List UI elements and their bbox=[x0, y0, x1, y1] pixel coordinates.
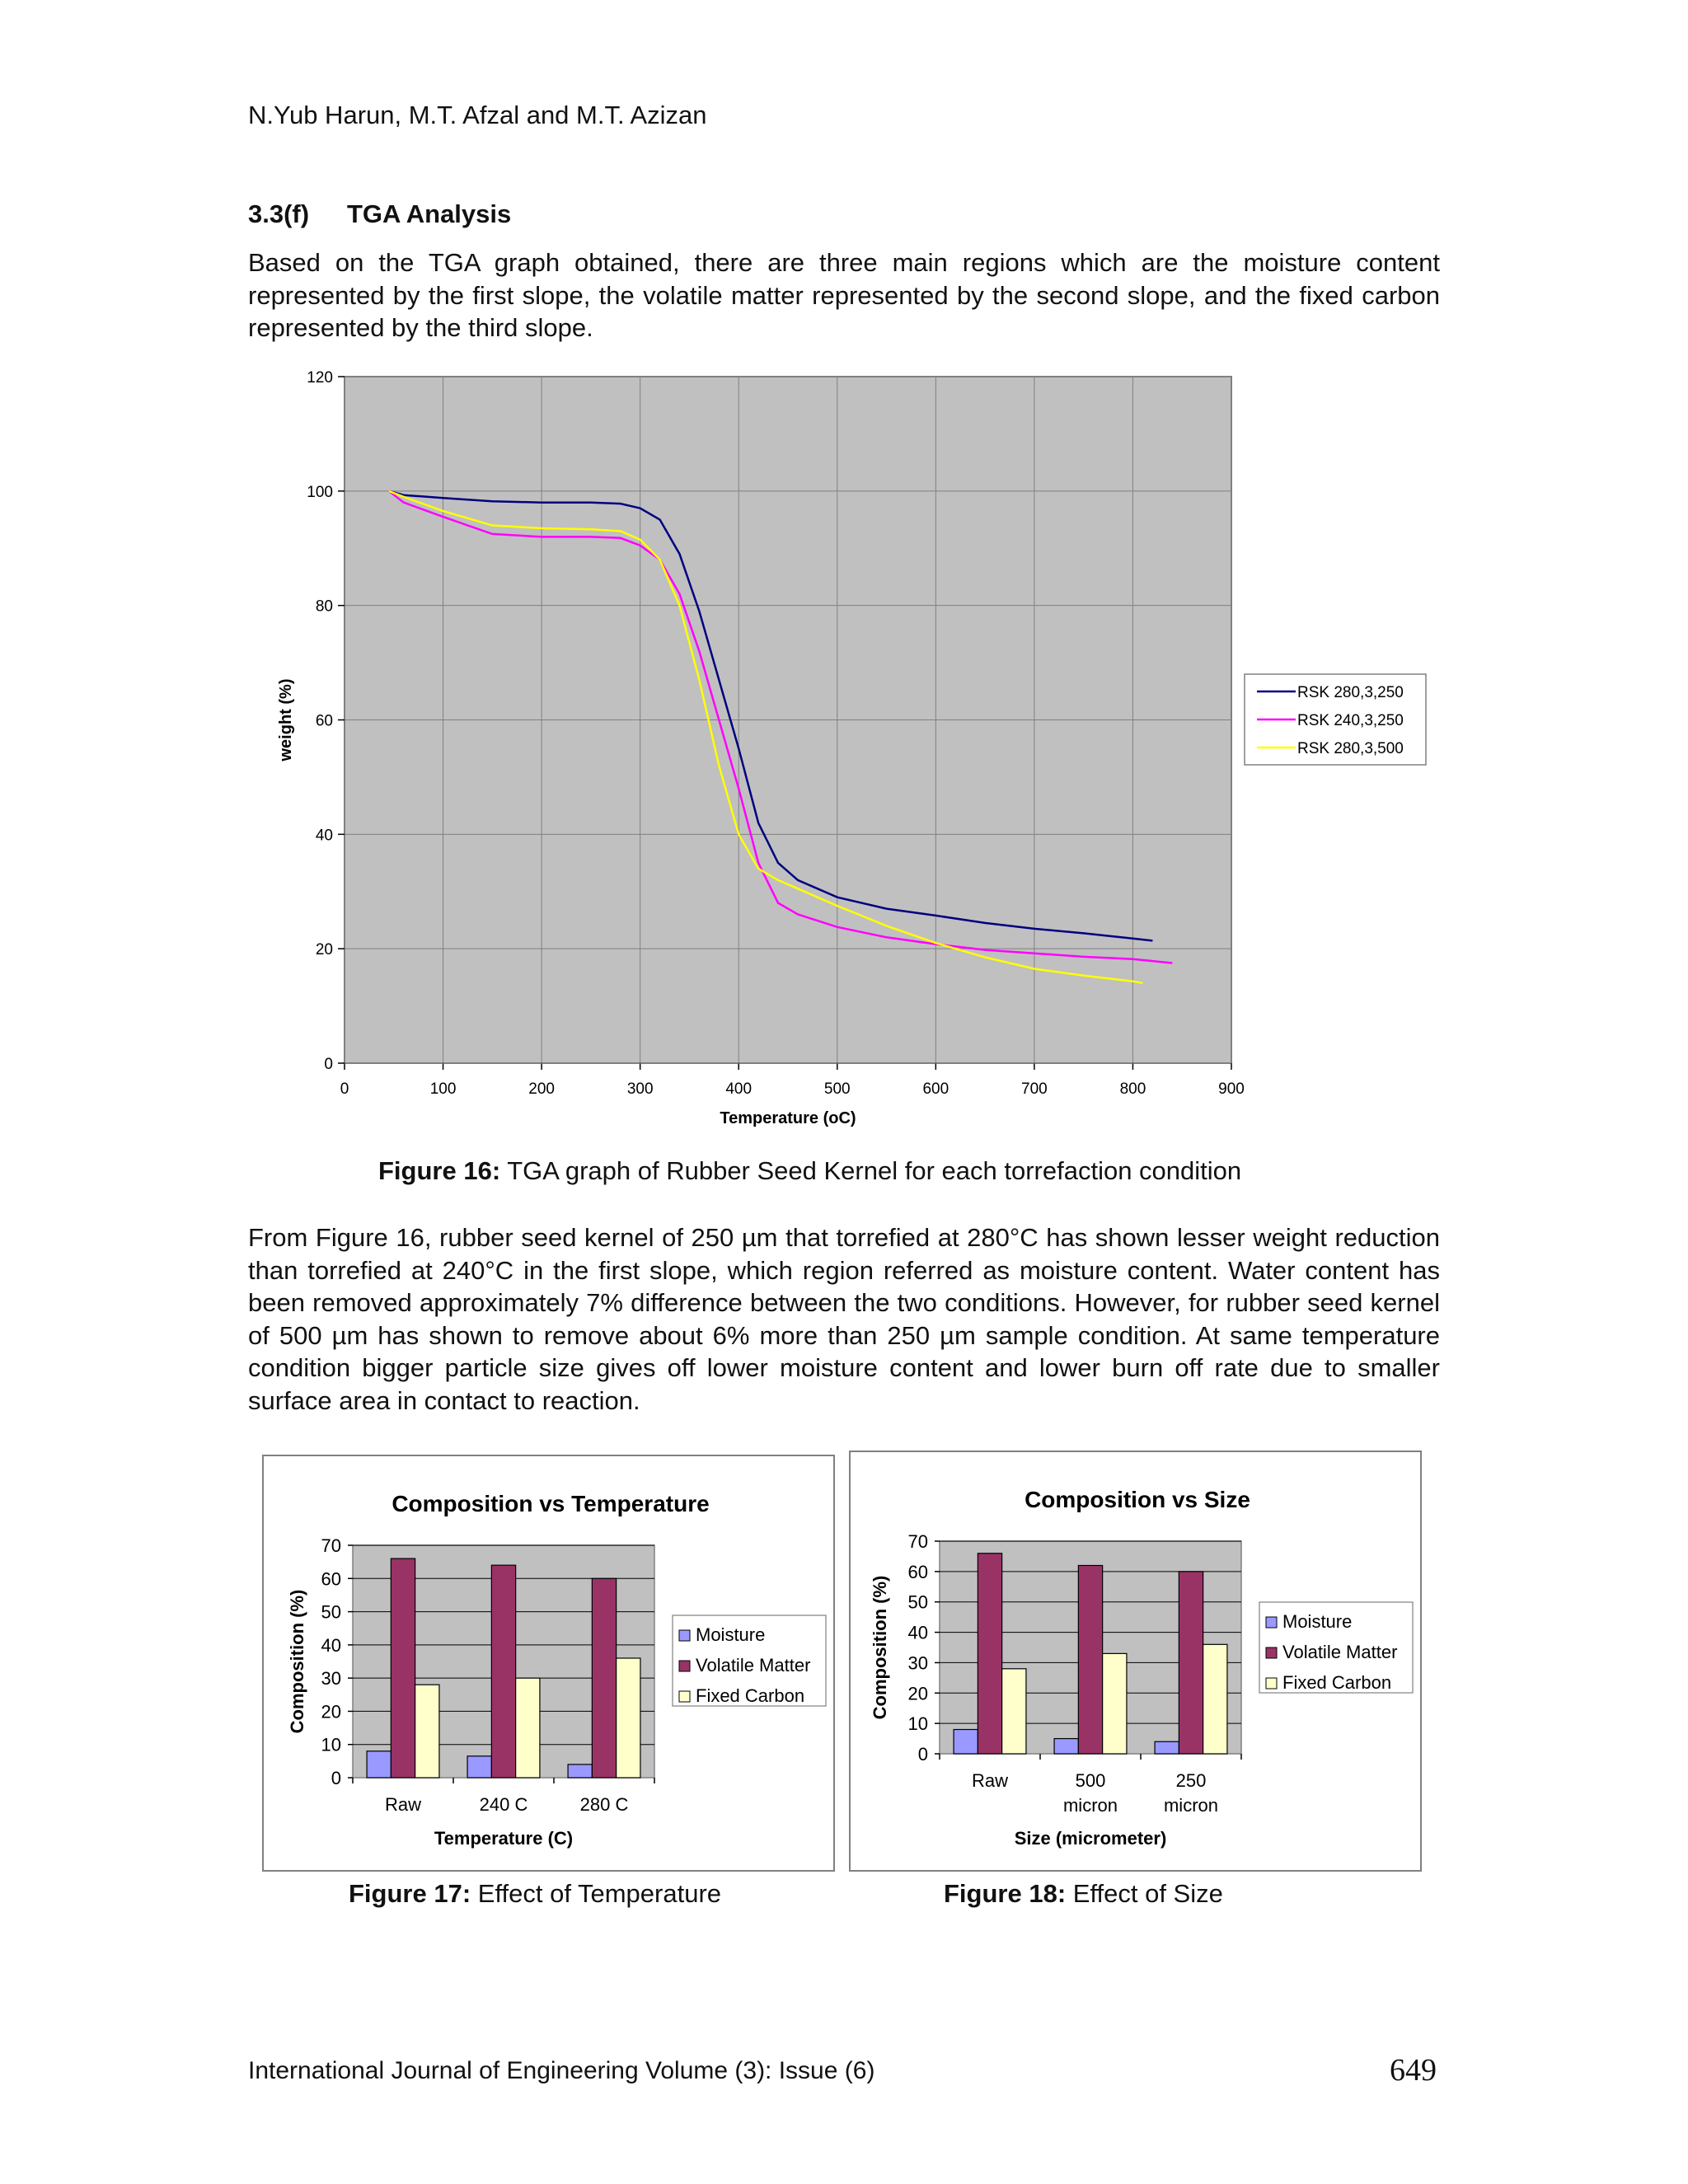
y-tick-label: 10 bbox=[907, 1713, 928, 1735]
y-tick-label: 60 bbox=[321, 1568, 341, 1590]
x-tick-label: 500 bbox=[823, 1080, 851, 1098]
y-tick-label: 30 bbox=[907, 1652, 928, 1674]
bar-fixed-carbon bbox=[1002, 1669, 1026, 1754]
category-label: micron bbox=[1062, 1795, 1118, 1816]
legend-swatch bbox=[679, 1630, 690, 1641]
x-axis-title: Size (micrometer) bbox=[1014, 1828, 1167, 1849]
y-tick-label: 40 bbox=[321, 1634, 341, 1656]
bar-volatile-matter bbox=[1078, 1565, 1102, 1754]
y-axis-title: Composition (%) bbox=[870, 1575, 890, 1720]
bar-fixed-carbon bbox=[617, 1658, 640, 1778]
y-tick-label: 0 bbox=[331, 1768, 341, 1788]
bar-moisture bbox=[1155, 1741, 1179, 1754]
legend-label: RSK 280,3,250 bbox=[1297, 684, 1404, 701]
figure-18-label: Figure 18: bbox=[944, 1879, 1067, 1908]
y-tick-label: 20 bbox=[907, 1683, 928, 1704]
bar-volatile-matter bbox=[1179, 1572, 1203, 1754]
y-tick-label: 80 bbox=[315, 598, 333, 616]
y-tick-label: 40 bbox=[315, 827, 333, 845]
running-header: N.Yub Harun, M.T. Afzal and M.T. Azizan bbox=[248, 101, 707, 129]
y-tick-label: 0 bbox=[324, 1056, 333, 1073]
bar-moisture bbox=[568, 1765, 592, 1778]
category-label: Raw bbox=[384, 1794, 422, 1815]
paragraph-intro: Based on the TGA graph obtained, there are three main regions which are the moisture content represented by the first slope, the volatile matter represented by the second slope, and the fixed carbon represented by the third slope. bbox=[248, 248, 1440, 342]
bar-moisture bbox=[1054, 1739, 1078, 1754]
legend-swatch bbox=[1266, 1617, 1277, 1628]
figure-17-caption bbox=[349, 1879, 721, 1909]
y-axis-title: weight (%) bbox=[277, 678, 295, 762]
x-tick-label: 800 bbox=[1119, 1080, 1146, 1098]
page-number: 649 bbox=[1390, 2053, 1437, 2088]
x-tick-label: 0 bbox=[340, 1080, 349, 1098]
legend-swatch bbox=[679, 1661, 690, 1671]
y-tick-label: 10 bbox=[321, 1734, 341, 1755]
figure-16-label: Figure 16: bbox=[378, 1156, 501, 1185]
legend-swatch bbox=[1266, 1678, 1277, 1689]
tga-chart bbox=[0, 354, 1688, 1146]
x-tick-label: 700 bbox=[1021, 1080, 1048, 1098]
composition-vs-temperature-chart bbox=[262, 1455, 835, 1872]
category-label: micron bbox=[1163, 1795, 1219, 1816]
legend-label: Volatile Matter bbox=[1282, 1642, 1398, 1662]
composition-vs-size-chart bbox=[849, 1451, 1422, 1872]
figure-16-caption bbox=[378, 1156, 1241, 1186]
category-label: 240 C bbox=[479, 1794, 528, 1815]
x-tick-label: 600 bbox=[922, 1080, 950, 1098]
bar-fixed-carbon bbox=[1203, 1644, 1227, 1754]
bar-fixed-carbon bbox=[1103, 1653, 1127, 1754]
figure-17-label: Figure 17: bbox=[349, 1879, 471, 1908]
y-tick-label: 40 bbox=[907, 1622, 928, 1643]
legend-label: Moisture bbox=[1282, 1611, 1353, 1632]
y-tick-label: 60 bbox=[907, 1561, 928, 1582]
y-tick-label: 0 bbox=[917, 1744, 928, 1765]
legend-swatch bbox=[1266, 1647, 1277, 1658]
bar-volatile-matter bbox=[978, 1554, 1001, 1754]
x-tick-label: 300 bbox=[626, 1080, 654, 1098]
y-axis-title: Composition (%) bbox=[287, 1589, 307, 1734]
x-axis-title: Temperature (oC) bbox=[720, 1109, 856, 1127]
legend-label: Volatile Matter bbox=[696, 1655, 811, 1675]
y-tick-label: 70 bbox=[907, 1531, 928, 1552]
x-tick-label: 400 bbox=[725, 1080, 753, 1098]
figure-18-text: Effect of Size bbox=[1072, 1879, 1223, 1908]
figure-17-text: Effect of Temperature bbox=[477, 1879, 722, 1908]
legend-label: Fixed Carbon bbox=[1282, 1672, 1392, 1693]
y-tick-label: 30 bbox=[321, 1668, 341, 1690]
y-tick-label: 120 bbox=[307, 369, 333, 387]
bar-moisture bbox=[954, 1730, 978, 1754]
y-tick-label: 100 bbox=[307, 483, 333, 501]
category-label: 280 C bbox=[579, 1794, 629, 1815]
bar-volatile-matter bbox=[592, 1578, 616, 1778]
section-title: TGA Analysis bbox=[347, 199, 512, 228]
category-label: 250 bbox=[1175, 1770, 1207, 1791]
bar-moisture bbox=[467, 1756, 491, 1778]
legend-label: Moisture bbox=[696, 1624, 766, 1645]
y-tick-label: 60 bbox=[315, 712, 333, 730]
y-tick-label: 50 bbox=[907, 1591, 928, 1613]
bar-fixed-carbon bbox=[516, 1678, 540, 1778]
bar-moisture bbox=[367, 1751, 391, 1778]
category-label: Raw bbox=[971, 1770, 1009, 1791]
chart-title: Composition vs Size bbox=[1025, 1487, 1250, 1512]
bar-volatile-matter bbox=[491, 1565, 515, 1778]
bar-fixed-carbon bbox=[415, 1685, 439, 1778]
paragraph-discussion: From Figure 16, rubber seed kernel of 250 µm that torrefied at 280°C has shown lesser weight reduction than torrefied at 240°C in the first slope, which region referred as moisture content. Water content has been removed approximately 7% difference between the two conditions. However, for rubber seed kernel of 500 µm has shown to remove about 6% more than 250 µm sample condition. At same temperature condition bigger particle size gives off lower moisture content and lower burn off rate due to smaller surface area in contact to reaction. bbox=[248, 1223, 1440, 1415]
category-label: 500 bbox=[1075, 1770, 1106, 1791]
y-tick-label: 20 bbox=[315, 941, 333, 959]
legend-label: RSK 240,3,250 bbox=[1297, 712, 1404, 729]
legend-label: RSK 280,3,500 bbox=[1297, 740, 1404, 757]
legend-swatch bbox=[679, 1691, 690, 1702]
legend-label: Fixed Carbon bbox=[696, 1685, 805, 1706]
figure-18-caption bbox=[944, 1879, 1223, 1909]
chart-title: Composition vs Temperature bbox=[392, 1491, 710, 1516]
figure-16-text: TGA graph of Rubber Seed Kernel for each torrefaction condition bbox=[507, 1156, 1242, 1185]
x-tick-label: 900 bbox=[1218, 1080, 1245, 1098]
bar-volatile-matter bbox=[391, 1558, 415, 1778]
section-number: 3.3(f) bbox=[248, 199, 310, 228]
footer-journal: International Journal of Engineering Volume (3): Issue (6) bbox=[248, 2057, 875, 2084]
y-tick-label: 70 bbox=[321, 1535, 341, 1556]
x-tick-label: 200 bbox=[528, 1080, 555, 1098]
x-axis-title: Temperature (C) bbox=[434, 1828, 574, 1849]
y-tick-label: 20 bbox=[321, 1701, 341, 1722]
x-tick-label: 100 bbox=[429, 1080, 457, 1098]
y-tick-label: 50 bbox=[321, 1601, 341, 1623]
